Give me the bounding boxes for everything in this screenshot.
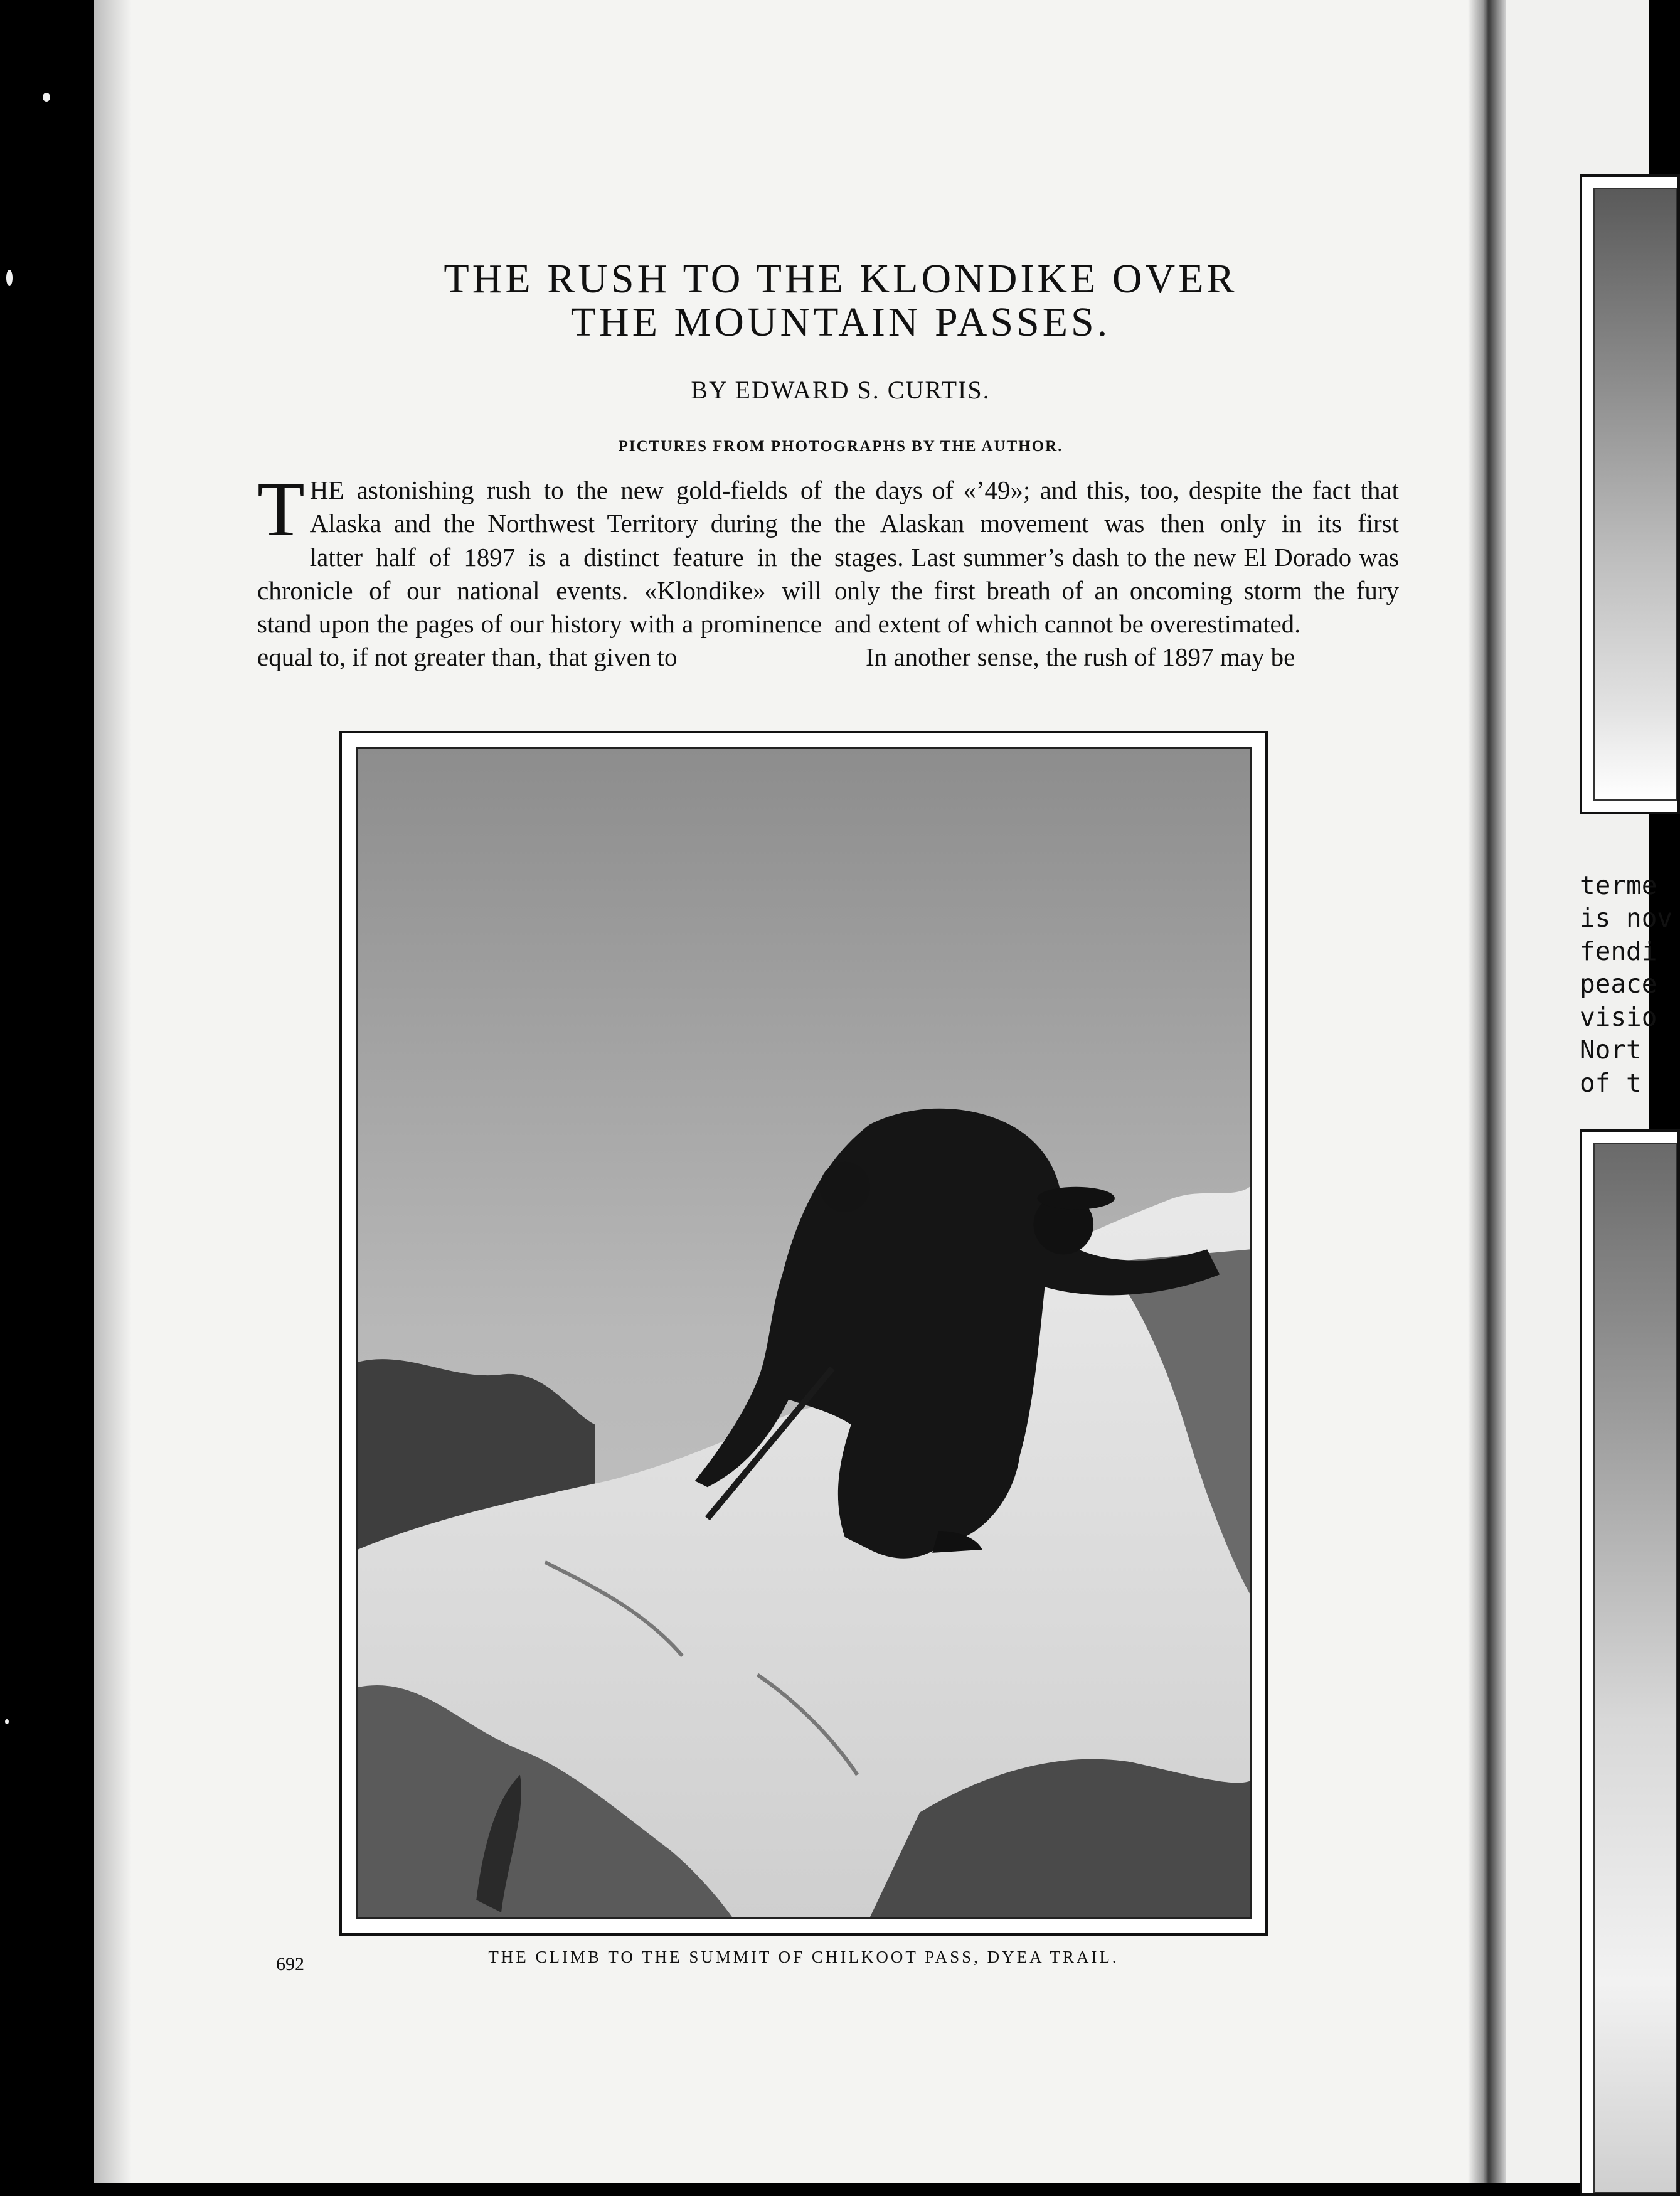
scan-speck bbox=[43, 93, 50, 102]
page-number: 692 bbox=[276, 1954, 304, 1975]
byline: BY EDWARD S. CURTIS. bbox=[691, 376, 991, 404]
body-column-left bbox=[257, 466, 822, 674]
photo-frame bbox=[339, 731, 1268, 1936]
scan-speck bbox=[5, 1719, 9, 1724]
body-paragraph: In another sense, the rush of 1897 may be bbox=[866, 642, 1295, 672]
photo-caption: THE CLIMB TO THE SUMMIT OF CHILKOOT PASS, DYEA TRAIL. bbox=[488, 1948, 1119, 1966]
facing-page-text: terme is nov fendi peace visio Nort of t bbox=[1580, 870, 1673, 1098]
binding-shadow bbox=[94, 0, 132, 2183]
scan-speck bbox=[6, 270, 13, 286]
photo-credit: PICTURES FROM PHOTOGRAPHS BY THE AUTHOR. bbox=[618, 438, 1063, 455]
chilkoot-pass-photo bbox=[356, 747, 1252, 1919]
title-line-2: THE MOUNTAIN PASSES. bbox=[570, 299, 1111, 346]
drop-cap: T bbox=[257, 466, 305, 552]
body-paragraph: the days of «’49»; and this, too, despite the fact that the Alaskan movement was then only in its first stages. Last summer’s dash to the new El Dorado was only the first breath of an oncoming storm the fury and extent of which cannot be overestimated. bbox=[834, 476, 1399, 639]
book-gutter bbox=[1468, 0, 1506, 2183]
facing-page-photo bbox=[1580, 174, 1680, 814]
article-title bbox=[351, 257, 1330, 344]
facing-page-photo bbox=[1580, 1129, 1680, 2196]
title-line-1: THE RUSH TO THE KLONDIKE OVER bbox=[444, 256, 1238, 302]
facing-page bbox=[1506, 0, 1673, 2183]
body-column-right bbox=[834, 474, 1399, 674]
body-text-left: HE astonishing rush to the new gold-fields of Alaska and the Northwest Territory during the latter half of 1897 is a distinct feature in the chronicle of our national events. «Klondike» will stand upon the pages of our history with a prominence equal to, if not greater than, that given to bbox=[257, 476, 822, 672]
climbers-on-slope-illustration bbox=[358, 749, 1250, 1917]
